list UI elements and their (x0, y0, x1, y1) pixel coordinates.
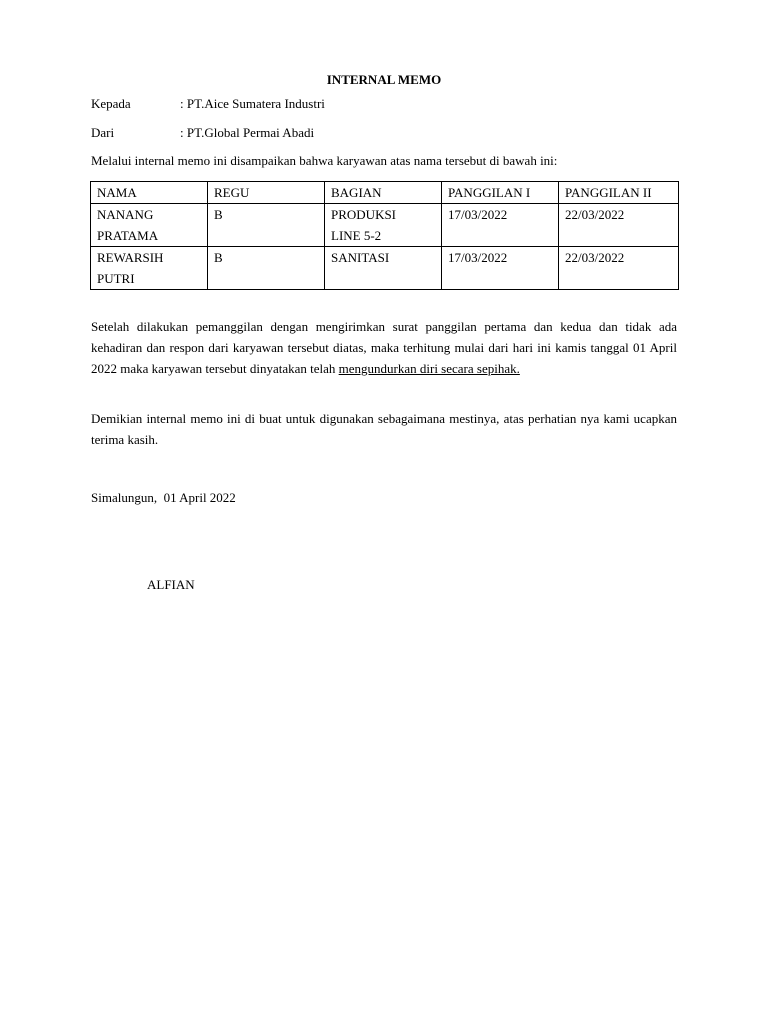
cell-bagian (325, 204, 442, 247)
intro-text: Melalui internal memo ini disampaikan bahwa karyawan atas nama tersebut di bawah ini: (91, 153, 558, 168)
header-bagian: BAGIAN (325, 182, 442, 204)
signer-name: ALFIAN (147, 577, 195, 592)
cell-bagian-line: PRODUKSI (331, 207, 397, 222)
cell-bagian-line: SANITASI (331, 250, 390, 265)
cell-nama-line: PUTRI (97, 271, 135, 286)
cell-panggilan-2: 22/03/2022 (559, 247, 679, 290)
sender-value: : PT.Global Permai Abadi (180, 125, 315, 140)
cell-regu: B (208, 247, 325, 290)
recipient-label: Kepada (91, 96, 131, 111)
place-date: Simalungun, 01 April 2022 (91, 490, 236, 505)
cell-bagian-line: LINE 5-2 (331, 228, 382, 243)
cell-bagian (325, 247, 442, 290)
cell-nama-line: NANANG (97, 207, 154, 222)
table-row (91, 247, 679, 290)
table-header-row (91, 182, 679, 204)
header-panggilan-1: PANGGILAN I (442, 182, 559, 204)
table-row (91, 204, 679, 247)
cell-nama-line: REWARSIH (97, 250, 164, 265)
cell-nama-line: PRATAMA (97, 228, 159, 243)
resignation-underlined-text: mengundurkan diri secara sepihak. (338, 361, 520, 376)
header-panggilan-2: PANGGILAN II (559, 182, 679, 204)
cell-panggilan-1: 17/03/2022 (442, 204, 559, 247)
memo-title: INTERNAL MEMO (326, 72, 442, 87)
recipient-value: : PT.Aice Sumatera Industri (180, 96, 325, 111)
cell-panggilan-2: 22/03/2022 (559, 204, 679, 247)
cell-regu: B (208, 204, 325, 247)
cell-nama (91, 247, 208, 290)
header-nama: NAMA (91, 182, 208, 204)
employee-table (90, 181, 679, 290)
closing-paragraph: Demikian internal memo ini di buat untuk digunakan sebagaimana mestinya, atas perhatian nya kami ucapkan terima kasih. (91, 411, 677, 447)
cell-nama (91, 204, 208, 247)
resignation-paragraph (91, 316, 677, 379)
sender-label: Dari (91, 125, 115, 140)
cell-panggilan-1: 17/03/2022 (442, 247, 559, 290)
resignation-text: Setelah dilakukan pemanggilan dengan mengirimkan surat panggilan pertama dan kedua dan tidak ada kehadiran dan respon dari karyawan tersebut diatas, maka terhitung mulai dari hari ini kamis tanggal 01 April 2022 maka karyawan tersebut dinyatakan telah (91, 319, 677, 376)
header-regu: REGU (208, 182, 325, 204)
